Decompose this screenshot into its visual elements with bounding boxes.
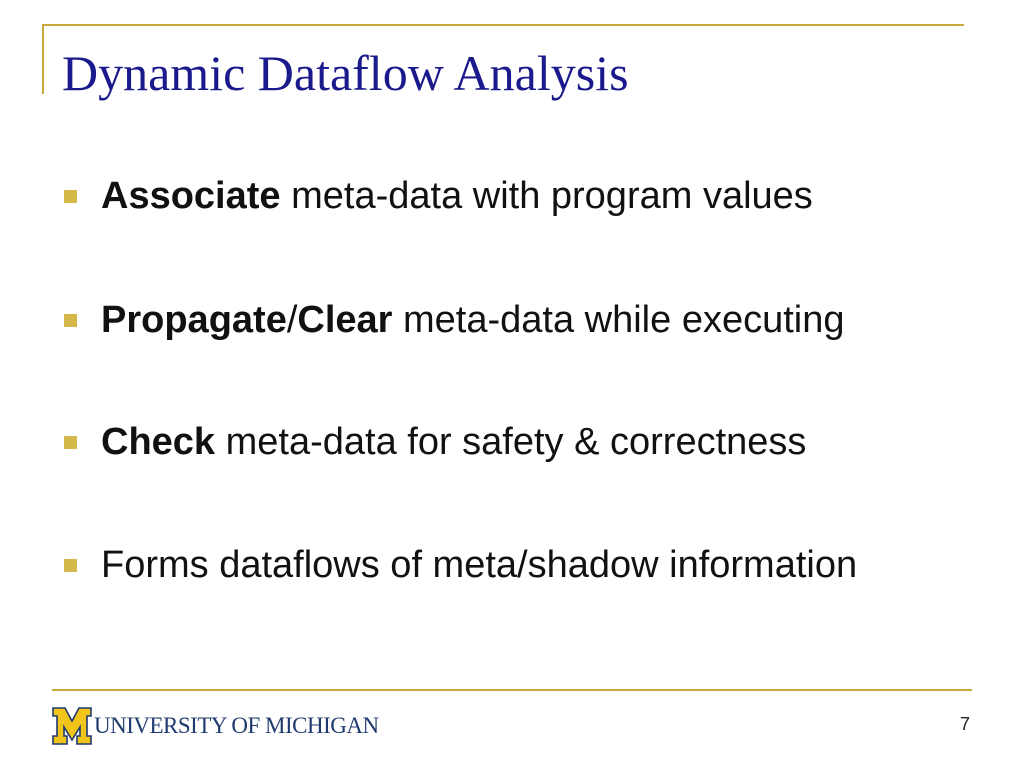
bullet-item-check (64, 417, 984, 467)
square-bullet-icon (64, 559, 77, 572)
university-logo (52, 706, 379, 746)
bullet-text (101, 299, 844, 342)
bullet-text (101, 544, 857, 587)
bullet-rest: meta-data while executing (392, 298, 845, 341)
bullet-rest: meta-data for safety & correctness (215, 420, 807, 463)
bullet-keyword: Check (101, 420, 216, 463)
bullet-rest: Forms dataflows of meta/shadow information (101, 543, 858, 586)
square-bullet-icon (64, 190, 77, 203)
block-m-icon (52, 707, 92, 745)
footer-rule (52, 689, 972, 691)
slide-title: Dynamic Dataflow Analysis (62, 45, 629, 101)
bullet-item-associate (64, 171, 984, 221)
bullet-text (101, 175, 813, 218)
square-bullet-icon (64, 314, 77, 327)
title-frame-left-rule (42, 24, 44, 94)
bullet-item-propagate-clear (64, 295, 984, 345)
logo-text: UNIVERSITY OF MICHIGAN (94, 713, 379, 738)
bullet-keyword: Associate (101, 174, 281, 217)
bullet-keyword: Propagate (101, 298, 287, 341)
page-number: 7 (959, 714, 970, 734)
bullet-item-forms-dataflows (64, 540, 984, 590)
bullet-text (101, 421, 806, 464)
bullet-separator: / (286, 298, 298, 341)
bullet-keyword-2: Clear (297, 298, 393, 341)
title-frame-top-rule (42, 24, 964, 26)
square-bullet-icon (64, 436, 77, 449)
bullet-rest: meta-data with program values (280, 174, 813, 217)
